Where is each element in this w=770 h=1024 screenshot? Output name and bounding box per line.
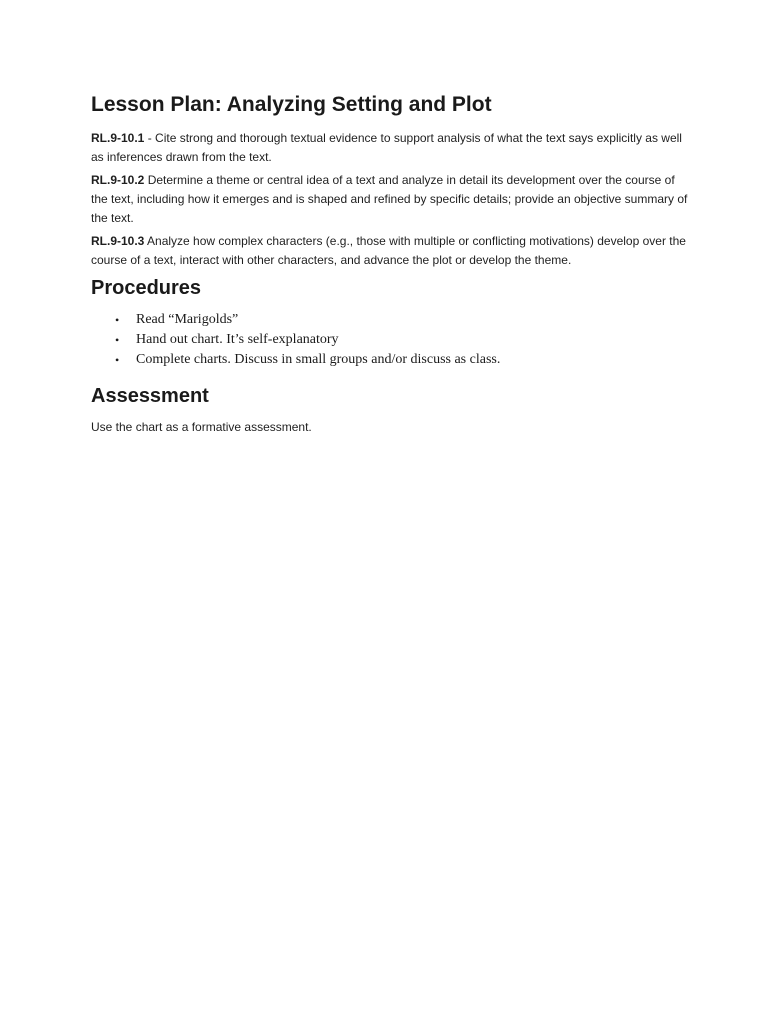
page-title: Lesson Plan: Analyzing Setting and Plot <box>91 93 492 116</box>
document-content <box>91 92 691 437</box>
procedures-heading: Procedures <box>91 277 202 300</box>
bullet-icon: • <box>115 353 120 368</box>
standard-rl-9-10-1 <box>91 129 691 167</box>
bullet-icon: • <box>115 333 120 348</box>
standard-rl-9-10-2 <box>91 171 691 228</box>
procedures-list <box>91 310 691 370</box>
list-item <box>115 330 691 350</box>
list-item <box>115 310 691 330</box>
list-item-text: Hand out chart. It’s self-explanatory <box>136 332 339 348</box>
assessment-heading: Assessment <box>91 385 209 408</box>
list-item-text: Read “Marigolds” <box>136 312 239 328</box>
list-item-text: Complete charts. Discuss in small groups and/or discuss as class. <box>136 352 501 368</box>
standard-rl-9-10-3 <box>91 232 691 270</box>
list-item <box>115 350 691 370</box>
standard-text: Analyze how complex characters (e.g., those with multiple or conflicting motivations) develop over the course of a text, interact with other characters, and advance the plot or develop the theme. <box>91 234 686 268</box>
standard-text: - Cite strong and thorough textual evidence to support analysis of what the text says explicitly as well as inferences drawn from the text. <box>91 131 682 165</box>
standard-code: RL.9-10.3 <box>91 234 145 249</box>
assessment-text: Use the chart as a formative assessment. <box>91 420 312 435</box>
bullet-icon: • <box>115 313 120 328</box>
standard-text: Determine a theme or central idea of a text and analyze in detail its development over the course of the text, including how it emerges and is shaped and refined by specific details; provide an objective summary of the text. <box>91 173 688 226</box>
standard-code: RL.9-10.2 <box>91 173 145 188</box>
standard-code: RL.9-10.1 <box>91 131 145 146</box>
